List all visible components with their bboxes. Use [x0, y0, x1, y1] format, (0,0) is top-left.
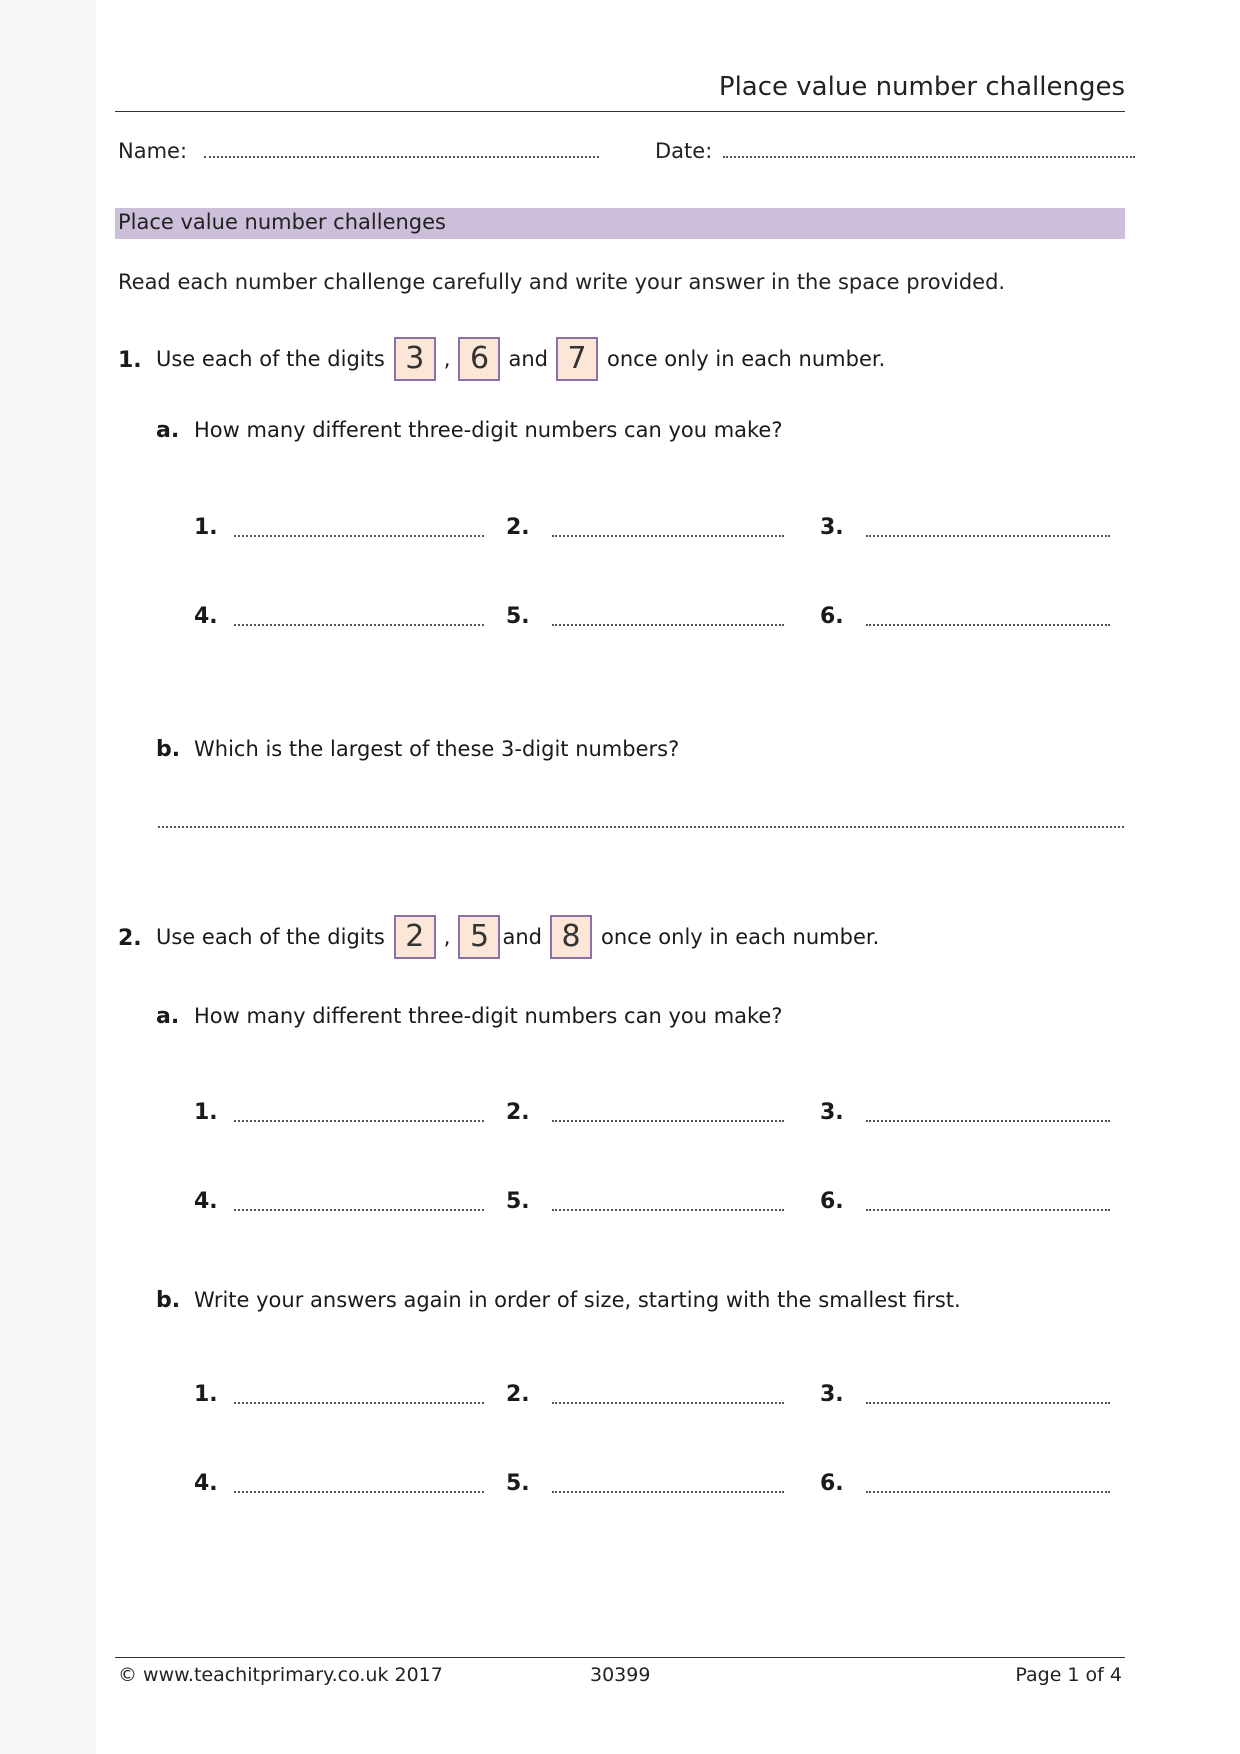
digit-card: 3: [394, 337, 436, 381]
footer-copyright: © www.teachitprimary.co.uk 2017: [118, 1664, 443, 1686]
question-2a-text: How many different three-digit numbers can you make?: [194, 1004, 783, 1028]
answer-number: 5.: [506, 604, 530, 629]
question-1b-text: Which is the largest of these 3-digit numbers?: [194, 737, 680, 761]
name-label: Name:: [118, 139, 188, 163]
answer-number: 4.: [194, 1471, 218, 1496]
and-word: and: [502, 925, 542, 949]
answer-line[interactable]: [866, 1402, 1110, 1404]
answer-number: 5.: [506, 1471, 530, 1496]
question-2-intro: Use each of the digits: [156, 925, 385, 949]
answer-number: 2.: [506, 1382, 530, 1407]
question-1-prompt: [156, 336, 885, 382]
question-2b-text: Write your answers again in order of size, starting with the smallest first.: [194, 1288, 961, 1312]
answer-number: 6.: [820, 604, 844, 629]
page-margin-shade: [0, 0, 96, 1754]
and-word: and: [508, 347, 548, 371]
answer-line[interactable]: [552, 1120, 784, 1122]
answer-line[interactable]: [552, 1491, 784, 1493]
answer-line[interactable]: [234, 1402, 484, 1404]
answer-line[interactable]: [234, 1491, 484, 1493]
comma: ,: [443, 925, 451, 949]
footer-page-number: Page 1 of 4: [1015, 1664, 1122, 1686]
digit-card: 6: [458, 337, 500, 381]
answer-number: 4.: [194, 604, 218, 629]
question-1-number: 1.: [118, 348, 142, 373]
answer-line[interactable]: [234, 535, 484, 537]
answer-number: 5.: [506, 1189, 530, 1214]
section-header: [115, 208, 1125, 239]
answer-line[interactable]: [158, 826, 1124, 828]
answer-line[interactable]: [866, 1209, 1110, 1211]
answer-line[interactable]: [234, 1120, 484, 1122]
digit-card: 5: [458, 915, 500, 959]
question-1b-label: b.: [156, 737, 181, 762]
answer-line[interactable]: [552, 624, 784, 626]
answer-number: 1.: [194, 515, 218, 540]
question-2-number: 2.: [118, 926, 142, 951]
footer-resource-code: 30399: [590, 1664, 651, 1686]
question-1a-label: a.: [156, 418, 180, 443]
date-field: [655, 138, 1135, 163]
answer-number: 3.: [820, 1100, 844, 1125]
answer-line[interactable]: [866, 1491, 1110, 1493]
name-field: [118, 138, 599, 163]
answer-line[interactable]: [552, 1402, 784, 1404]
answer-number: 6.: [820, 1471, 844, 1496]
question-2-tail: once only in each number.: [601, 925, 880, 949]
question-1-tail: once only in each number.: [607, 347, 886, 371]
answer-line[interactable]: [866, 535, 1110, 537]
answer-number: 4.: [194, 1189, 218, 1214]
digit-card: 7: [556, 337, 598, 381]
answer-line[interactable]: [866, 624, 1110, 626]
question-2b-label: b.: [156, 1288, 181, 1313]
answer-number: 2.: [506, 515, 530, 540]
question-1-intro: Use each of the digits: [156, 347, 385, 371]
answer-number: 2.: [506, 1100, 530, 1125]
answer-line[interactable]: [552, 535, 784, 537]
question-1a-text: How many different three-digit numbers can you make?: [194, 418, 783, 442]
title-divider: [115, 111, 1125, 112]
answer-line[interactable]: [866, 1120, 1110, 1122]
answer-line[interactable]: [234, 1209, 484, 1211]
date-answer-line[interactable]: [723, 138, 1135, 158]
date-label: Date:: [655, 139, 713, 163]
answer-number: 3.: [820, 1382, 844, 1407]
name-answer-line[interactable]: [204, 138, 599, 158]
digit-card: 2: [394, 915, 436, 959]
instructions-text: Read each number challenge carefully and write your answer in the space provided.: [118, 270, 1006, 294]
answer-number: 1.: [194, 1100, 218, 1125]
answer-number: 6.: [820, 1189, 844, 1214]
document-title: Place value number challenges: [718, 72, 1125, 102]
answer-line[interactable]: [234, 624, 484, 626]
question-2a-label: a.: [156, 1004, 180, 1029]
answer-number: 1.: [194, 1382, 218, 1407]
question-2-prompt: [156, 914, 879, 960]
comma: ,: [443, 347, 451, 371]
section-title: Place value number challenges: [118, 210, 446, 234]
digit-card: 8: [550, 915, 592, 959]
answer-number: 3.: [820, 515, 844, 540]
footer-divider: [115, 1657, 1125, 1658]
answer-line[interactable]: [552, 1209, 784, 1211]
